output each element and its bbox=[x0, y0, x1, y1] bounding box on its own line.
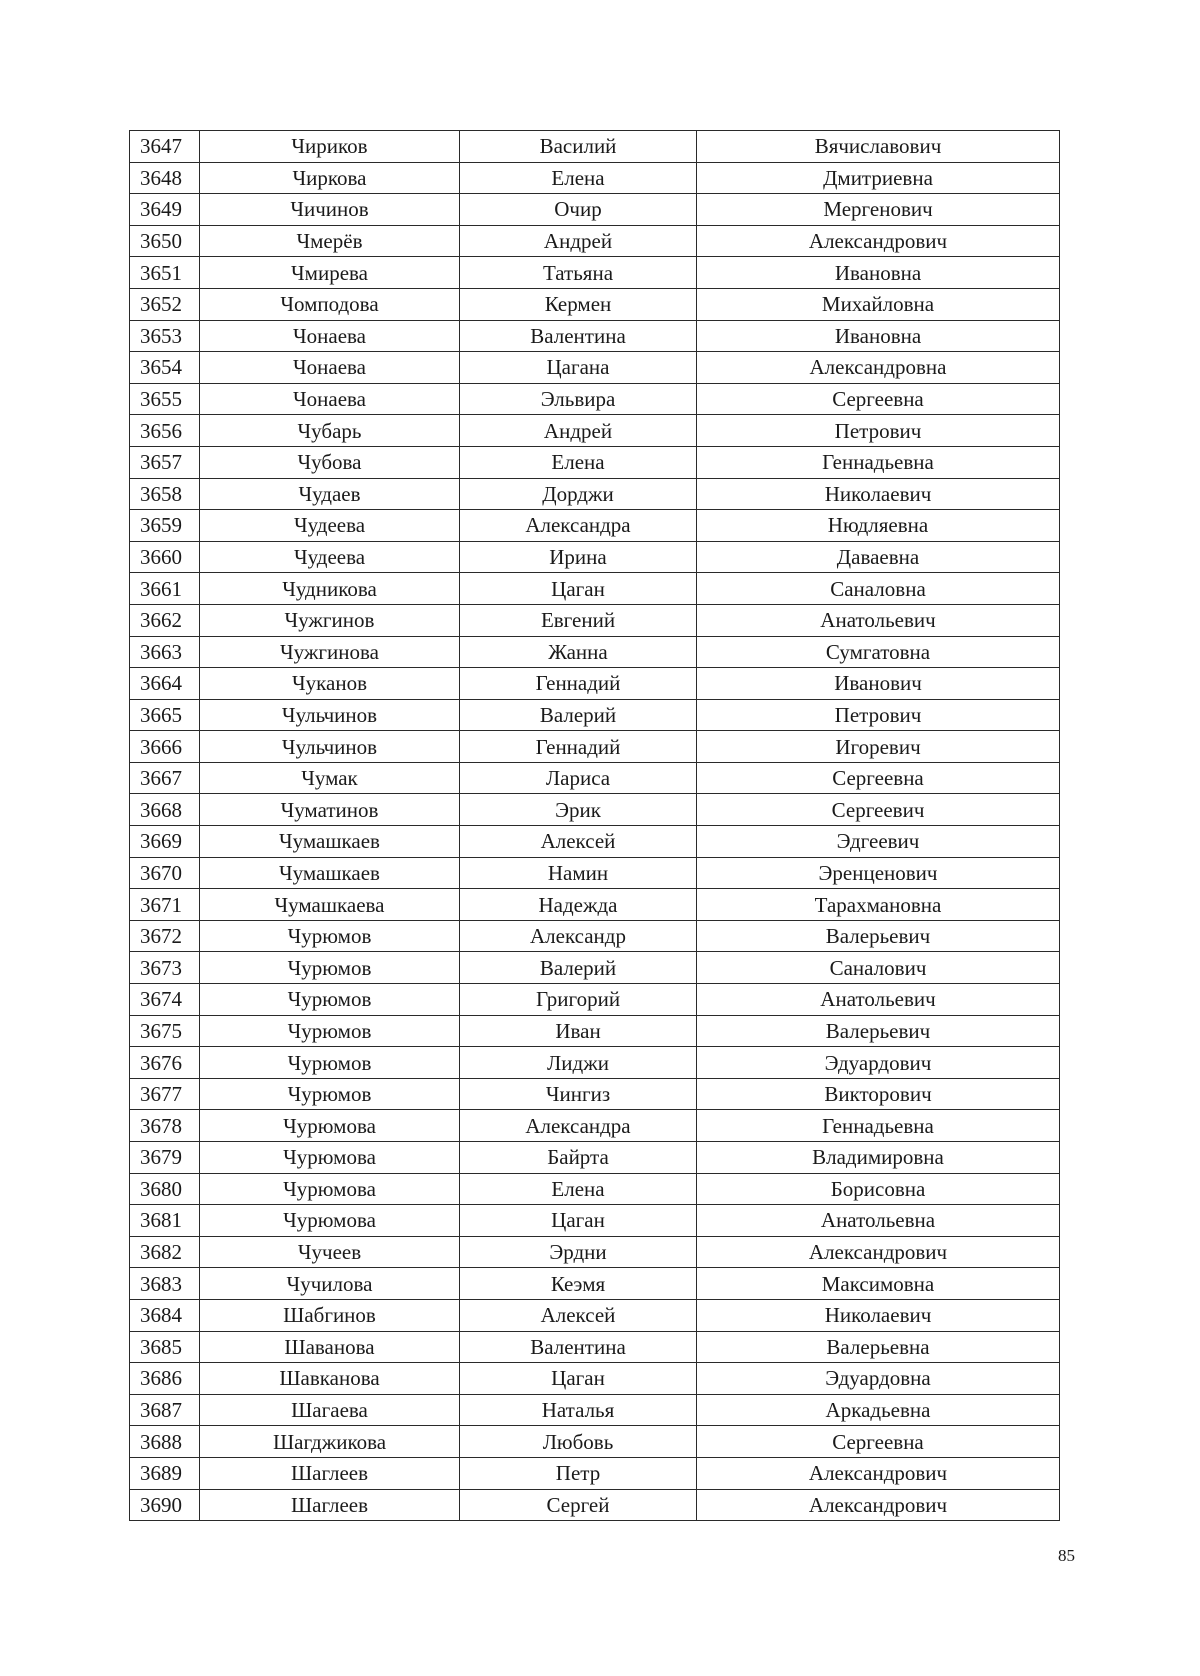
patronymic-cell: Владимировна bbox=[697, 1142, 1060, 1174]
table-row bbox=[130, 1299, 1060, 1331]
table-row bbox=[130, 1331, 1060, 1363]
surname-cell: Чурюмов bbox=[200, 1047, 460, 1079]
row-number-cell: 3670 bbox=[130, 857, 200, 889]
table-row bbox=[130, 131, 1060, 163]
first-name-cell: Цаган bbox=[460, 1363, 697, 1395]
first-name-cell: Валентина bbox=[460, 1331, 697, 1363]
first-name-cell: Татьяна bbox=[460, 257, 697, 289]
surname-cell: Шагаева bbox=[200, 1394, 460, 1426]
row-number-cell: 3682 bbox=[130, 1236, 200, 1268]
roster-table bbox=[129, 130, 1060, 1521]
surname-cell: Шаглеев bbox=[200, 1489, 460, 1521]
patronymic-cell: Александрович bbox=[697, 1489, 1060, 1521]
row-number-cell: 3659 bbox=[130, 510, 200, 542]
surname-cell: Чмерёв bbox=[200, 225, 460, 257]
patronymic-cell: Валерьевна bbox=[697, 1331, 1060, 1363]
first-name-cell: Александр bbox=[460, 920, 697, 952]
surname-cell: Чурюмов bbox=[200, 952, 460, 984]
table-row bbox=[130, 162, 1060, 194]
patronymic-cell: Ивановна bbox=[697, 257, 1060, 289]
table-row bbox=[130, 731, 1060, 763]
first-name-cell: Евгений bbox=[460, 604, 697, 636]
surname-cell: Чудеева bbox=[200, 541, 460, 573]
first-name-cell: Чингиз bbox=[460, 1078, 697, 1110]
first-name-cell: Любовь bbox=[460, 1426, 697, 1458]
table-row bbox=[130, 984, 1060, 1016]
table-row bbox=[130, 1426, 1060, 1458]
table-row bbox=[130, 352, 1060, 384]
patronymic-cell: Даваевна bbox=[697, 541, 1060, 573]
patronymic-cell: Анатольевна bbox=[697, 1205, 1060, 1237]
first-name-cell: Василий bbox=[460, 131, 697, 163]
surname-cell: Чудаев bbox=[200, 478, 460, 510]
first-name-cell: Очир bbox=[460, 194, 697, 226]
table-row bbox=[130, 541, 1060, 573]
table-row bbox=[130, 478, 1060, 510]
patronymic-cell: Александрович bbox=[697, 1457, 1060, 1489]
surname-cell: Шаглеев bbox=[200, 1457, 460, 1489]
table-row bbox=[130, 225, 1060, 257]
first-name-cell: Валерий bbox=[460, 952, 697, 984]
first-name-cell: Цагана bbox=[460, 352, 697, 384]
table-row bbox=[130, 1489, 1060, 1521]
surname-cell: Чужгинов bbox=[200, 604, 460, 636]
row-number-cell: 3660 bbox=[130, 541, 200, 573]
patronymic-cell: Петрович bbox=[697, 415, 1060, 447]
row-number-cell: 3654 bbox=[130, 352, 200, 384]
surname-cell: Чурюмов bbox=[200, 984, 460, 1016]
patronymic-cell: Эренценович bbox=[697, 857, 1060, 889]
first-name-cell: Эрдни bbox=[460, 1236, 697, 1268]
row-number-cell: 3653 bbox=[130, 320, 200, 352]
patronymic-cell: Валерьевич bbox=[697, 1015, 1060, 1047]
surname-cell: Чурюмова bbox=[200, 1110, 460, 1142]
first-name-cell: Иван bbox=[460, 1015, 697, 1047]
table-row bbox=[130, 415, 1060, 447]
first-name-cell: Наталья bbox=[460, 1394, 697, 1426]
row-number-cell: 3662 bbox=[130, 604, 200, 636]
patronymic-cell: Эдуардович bbox=[697, 1047, 1060, 1079]
row-number-cell: 3671 bbox=[130, 889, 200, 921]
surname-cell: Чурюмова bbox=[200, 1205, 460, 1237]
surname-cell: Чудникова bbox=[200, 573, 460, 605]
table-row bbox=[130, 762, 1060, 794]
patronymic-cell: Николаевич bbox=[697, 1299, 1060, 1331]
patronymic-cell: Саналовна bbox=[697, 573, 1060, 605]
surname-cell: Чучеев bbox=[200, 1236, 460, 1268]
row-number-cell: 3669 bbox=[130, 826, 200, 858]
table-row bbox=[130, 1236, 1060, 1268]
row-number-cell: 3666 bbox=[130, 731, 200, 763]
first-name-cell: Петр bbox=[460, 1457, 697, 1489]
row-number-cell: 3678 bbox=[130, 1110, 200, 1142]
first-name-cell: Байрта bbox=[460, 1142, 697, 1174]
first-name-cell: Цаган bbox=[460, 573, 697, 605]
patronymic-cell: Александрович bbox=[697, 1236, 1060, 1268]
roster-table-body bbox=[130, 131, 1060, 1521]
row-number-cell: 3676 bbox=[130, 1047, 200, 1079]
row-number-cell: 3665 bbox=[130, 699, 200, 731]
table-row bbox=[130, 194, 1060, 226]
patronymic-cell: Игоревич bbox=[697, 731, 1060, 763]
table-row bbox=[130, 1363, 1060, 1395]
row-number-cell: 3686 bbox=[130, 1363, 200, 1395]
patronymic-cell: Сергеевич bbox=[697, 794, 1060, 826]
surname-cell: Чульчинов bbox=[200, 699, 460, 731]
first-name-cell: Ирина bbox=[460, 541, 697, 573]
surname-cell: Чубарь bbox=[200, 415, 460, 447]
table-row bbox=[130, 1457, 1060, 1489]
table-row bbox=[130, 889, 1060, 921]
table-row bbox=[130, 288, 1060, 320]
surname-cell: Шаванова bbox=[200, 1331, 460, 1363]
first-name-cell: Алексей bbox=[460, 826, 697, 858]
row-number-cell: 3661 bbox=[130, 573, 200, 605]
first-name-cell: Кермен bbox=[460, 288, 697, 320]
page-number: 85 bbox=[1058, 1546, 1075, 1565]
first-name-cell: Надежда bbox=[460, 889, 697, 921]
row-number-cell: 3680 bbox=[130, 1173, 200, 1205]
row-number-cell: 3668 bbox=[130, 794, 200, 826]
patronymic-cell: Иванович bbox=[697, 668, 1060, 700]
table-row bbox=[130, 1142, 1060, 1174]
surname-cell: Шабгинов bbox=[200, 1299, 460, 1331]
surname-cell: Чумашкаев bbox=[200, 826, 460, 858]
surname-cell: Шавканова bbox=[200, 1363, 460, 1395]
row-number-cell: 3690 bbox=[130, 1489, 200, 1521]
table-row bbox=[130, 320, 1060, 352]
first-name-cell: Лиджи bbox=[460, 1047, 697, 1079]
row-number-cell: 3647 bbox=[130, 131, 200, 163]
patronymic-cell: Александрович bbox=[697, 225, 1060, 257]
surname-cell: Чмирева bbox=[200, 257, 460, 289]
surname-cell: Чичинов bbox=[200, 194, 460, 226]
patronymic-cell: Геннадьевна bbox=[697, 446, 1060, 478]
table-row bbox=[130, 1173, 1060, 1205]
patronymic-cell: Сумгатовна bbox=[697, 636, 1060, 668]
row-number-cell: 3673 bbox=[130, 952, 200, 984]
first-name-cell: Александра bbox=[460, 1110, 697, 1142]
patronymic-cell: Сергеевна bbox=[697, 383, 1060, 415]
row-number-cell: 3664 bbox=[130, 668, 200, 700]
patronymic-cell: Петрович bbox=[697, 699, 1060, 731]
row-number-cell: 3656 bbox=[130, 415, 200, 447]
row-number-cell: 3649 bbox=[130, 194, 200, 226]
table-row bbox=[130, 826, 1060, 858]
surname-cell: Чуканов bbox=[200, 668, 460, 700]
first-name-cell: Григорий bbox=[460, 984, 697, 1016]
patronymic-cell: Борисовна bbox=[697, 1173, 1060, 1205]
patronymic-cell: Михайловна bbox=[697, 288, 1060, 320]
table-row bbox=[130, 510, 1060, 542]
surname-cell: Чириков bbox=[200, 131, 460, 163]
row-number-cell: 3658 bbox=[130, 478, 200, 510]
table-row bbox=[130, 1078, 1060, 1110]
patronymic-cell: Анатольевич bbox=[697, 984, 1060, 1016]
first-name-cell: Сергей bbox=[460, 1489, 697, 1521]
row-number-cell: 3648 bbox=[130, 162, 200, 194]
first-name-cell: Елена bbox=[460, 1173, 697, 1205]
first-name-cell: Александра bbox=[460, 510, 697, 542]
table-row bbox=[130, 383, 1060, 415]
row-number-cell: 3679 bbox=[130, 1142, 200, 1174]
surname-cell: Чомподова bbox=[200, 288, 460, 320]
surname-cell: Чульчинов bbox=[200, 731, 460, 763]
row-number-cell: 3667 bbox=[130, 762, 200, 794]
surname-cell: Чиркова bbox=[200, 162, 460, 194]
row-number-cell: 3655 bbox=[130, 383, 200, 415]
patronymic-cell: Аркадьевна bbox=[697, 1394, 1060, 1426]
first-name-cell: Геннадий bbox=[460, 731, 697, 763]
row-number-cell: 3681 bbox=[130, 1205, 200, 1237]
first-name-cell: Алексей bbox=[460, 1299, 697, 1331]
first-name-cell: Геннадий bbox=[460, 668, 697, 700]
row-number-cell: 3685 bbox=[130, 1331, 200, 1363]
row-number-cell: 3652 bbox=[130, 288, 200, 320]
surname-cell: Чурюмова bbox=[200, 1142, 460, 1174]
row-number-cell: 3684 bbox=[130, 1299, 200, 1331]
surname-cell: Чурюмов bbox=[200, 1078, 460, 1110]
patronymic-cell: Эдуардовна bbox=[697, 1363, 1060, 1395]
first-name-cell: Кеэмя bbox=[460, 1268, 697, 1300]
surname-cell: Шагджикова bbox=[200, 1426, 460, 1458]
surname-cell: Чурюмов bbox=[200, 920, 460, 952]
first-name-cell: Намин bbox=[460, 857, 697, 889]
table-row bbox=[130, 257, 1060, 289]
row-number-cell: 3677 bbox=[130, 1078, 200, 1110]
table-row bbox=[130, 573, 1060, 605]
patronymic-cell: Максимовна bbox=[697, 1268, 1060, 1300]
first-name-cell: Валерий bbox=[460, 699, 697, 731]
table-row bbox=[130, 636, 1060, 668]
first-name-cell: Андрей bbox=[460, 225, 697, 257]
patronymic-cell: Викторович bbox=[697, 1078, 1060, 1110]
patronymic-cell: Сергеевна bbox=[697, 762, 1060, 794]
surname-cell: Чудеева bbox=[200, 510, 460, 542]
surname-cell: Чуматинов bbox=[200, 794, 460, 826]
table-row bbox=[130, 1015, 1060, 1047]
patronymic-cell: Эдгеевич bbox=[697, 826, 1060, 858]
first-name-cell: Валентина bbox=[460, 320, 697, 352]
table-row bbox=[130, 668, 1060, 700]
first-name-cell: Лариса bbox=[460, 762, 697, 794]
patronymic-cell: Дмитриевна bbox=[697, 162, 1060, 194]
table-row bbox=[130, 1268, 1060, 1300]
first-name-cell: Андрей bbox=[460, 415, 697, 447]
surname-cell: Чумак bbox=[200, 762, 460, 794]
table-row bbox=[130, 920, 1060, 952]
patronymic-cell: Тарахмановна bbox=[697, 889, 1060, 921]
first-name-cell: Цаган bbox=[460, 1205, 697, 1237]
row-number-cell: 3651 bbox=[130, 257, 200, 289]
first-name-cell: Елена bbox=[460, 446, 697, 478]
first-name-cell: Жанна bbox=[460, 636, 697, 668]
table-row bbox=[130, 604, 1060, 636]
patronymic-cell: Николаевич bbox=[697, 478, 1060, 510]
table-row bbox=[130, 1394, 1060, 1426]
surname-cell: Чучилова bbox=[200, 1268, 460, 1300]
patronymic-cell: Вячиславович bbox=[697, 131, 1060, 163]
row-number-cell: 3657 bbox=[130, 446, 200, 478]
patronymic-cell: Сергеевна bbox=[697, 1426, 1060, 1458]
table-row bbox=[130, 857, 1060, 889]
table-row bbox=[130, 1110, 1060, 1142]
surname-cell: Чонаева bbox=[200, 320, 460, 352]
surname-cell: Чумашкаева bbox=[200, 889, 460, 921]
surname-cell: Чумашкаев bbox=[200, 857, 460, 889]
row-number-cell: 3688 bbox=[130, 1426, 200, 1458]
table-row bbox=[130, 699, 1060, 731]
row-number-cell: 3675 bbox=[130, 1015, 200, 1047]
row-number-cell: 3663 bbox=[130, 636, 200, 668]
surname-cell: Чурюмова bbox=[200, 1173, 460, 1205]
surname-cell: Чубова bbox=[200, 446, 460, 478]
table-row bbox=[130, 1047, 1060, 1079]
patronymic-cell: Нюдляевна bbox=[697, 510, 1060, 542]
surname-cell: Чурюмов bbox=[200, 1015, 460, 1047]
row-number-cell: 3683 bbox=[130, 1268, 200, 1300]
row-number-cell: 3674 bbox=[130, 984, 200, 1016]
patronymic-cell: Мергенович bbox=[697, 194, 1060, 226]
patronymic-cell: Ивановна bbox=[697, 320, 1060, 352]
patronymic-cell: Валерьевич bbox=[697, 920, 1060, 952]
patronymic-cell: Саналович bbox=[697, 952, 1060, 984]
row-number-cell: 3650 bbox=[130, 225, 200, 257]
first-name-cell: Дорджи bbox=[460, 478, 697, 510]
first-name-cell: Елена bbox=[460, 162, 697, 194]
patronymic-cell: Анатольевич bbox=[697, 604, 1060, 636]
table-row bbox=[130, 794, 1060, 826]
first-name-cell: Эрик bbox=[460, 794, 697, 826]
patronymic-cell: Александровна bbox=[697, 352, 1060, 384]
surname-cell: Чонаева bbox=[200, 352, 460, 384]
patronymic-cell: Геннадьевна bbox=[697, 1110, 1060, 1142]
table-row bbox=[130, 952, 1060, 984]
surname-cell: Чонаева bbox=[200, 383, 460, 415]
row-number-cell: 3687 bbox=[130, 1394, 200, 1426]
table-row bbox=[130, 1205, 1060, 1237]
table-row bbox=[130, 446, 1060, 478]
surname-cell: Чужгинова bbox=[200, 636, 460, 668]
row-number-cell: 3689 bbox=[130, 1457, 200, 1489]
row-number-cell: 3672 bbox=[130, 920, 200, 952]
first-name-cell: Эльвира bbox=[460, 383, 697, 415]
